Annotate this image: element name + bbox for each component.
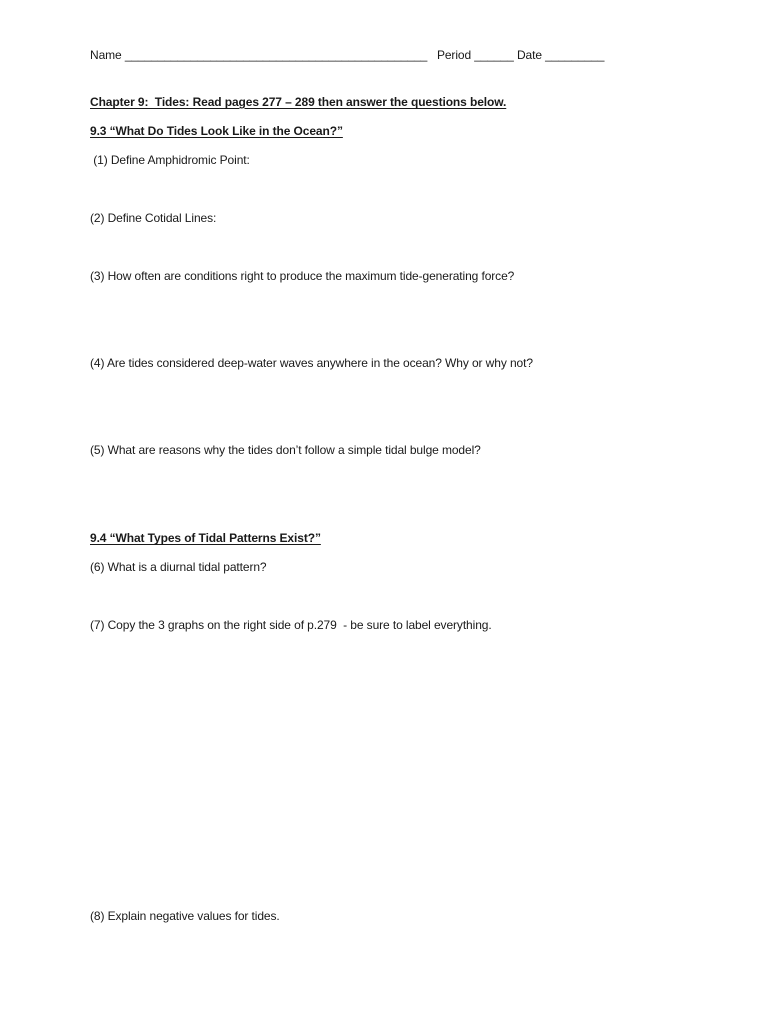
question-4: (4) Are tides considered deep-water waves anywhere in the ocean? Why or why not?: [90, 356, 533, 370]
question-2: (2) Define Cotidal Lines:: [90, 211, 217, 225]
chapter-instructions: Chapter 9: Tides: Read pages 277 – 289 then answer the questions below.: [90, 95, 507, 109]
question-6: (6) What is a diurnal tidal pattern?: [90, 560, 267, 574]
question-3: (3) How often are conditions right to produce the maximum tide-generating force?: [90, 269, 515, 283]
name-period-date-line: Name ______________________________________________ Period ______ Date _________: [90, 48, 605, 62]
question-7: (7) Copy the 3 graphs on the right side of p.279 - be sure to label everything.: [90, 618, 492, 632]
question-1: (1) Define Amphidromic Point:: [90, 153, 250, 167]
question-5: (5) What are reasons why the tides don’t follow a simple tidal bulge model?: [90, 443, 481, 457]
section-heading-9-4: 9.4 “What Types of Tidal Patterns Exist?”: [90, 531, 321, 545]
section-heading-9-3: 9.3 “What Do Tides Look Like in the Ocean?”: [90, 124, 343, 138]
question-8: (8) Explain negative values for tides.: [90, 909, 280, 923]
